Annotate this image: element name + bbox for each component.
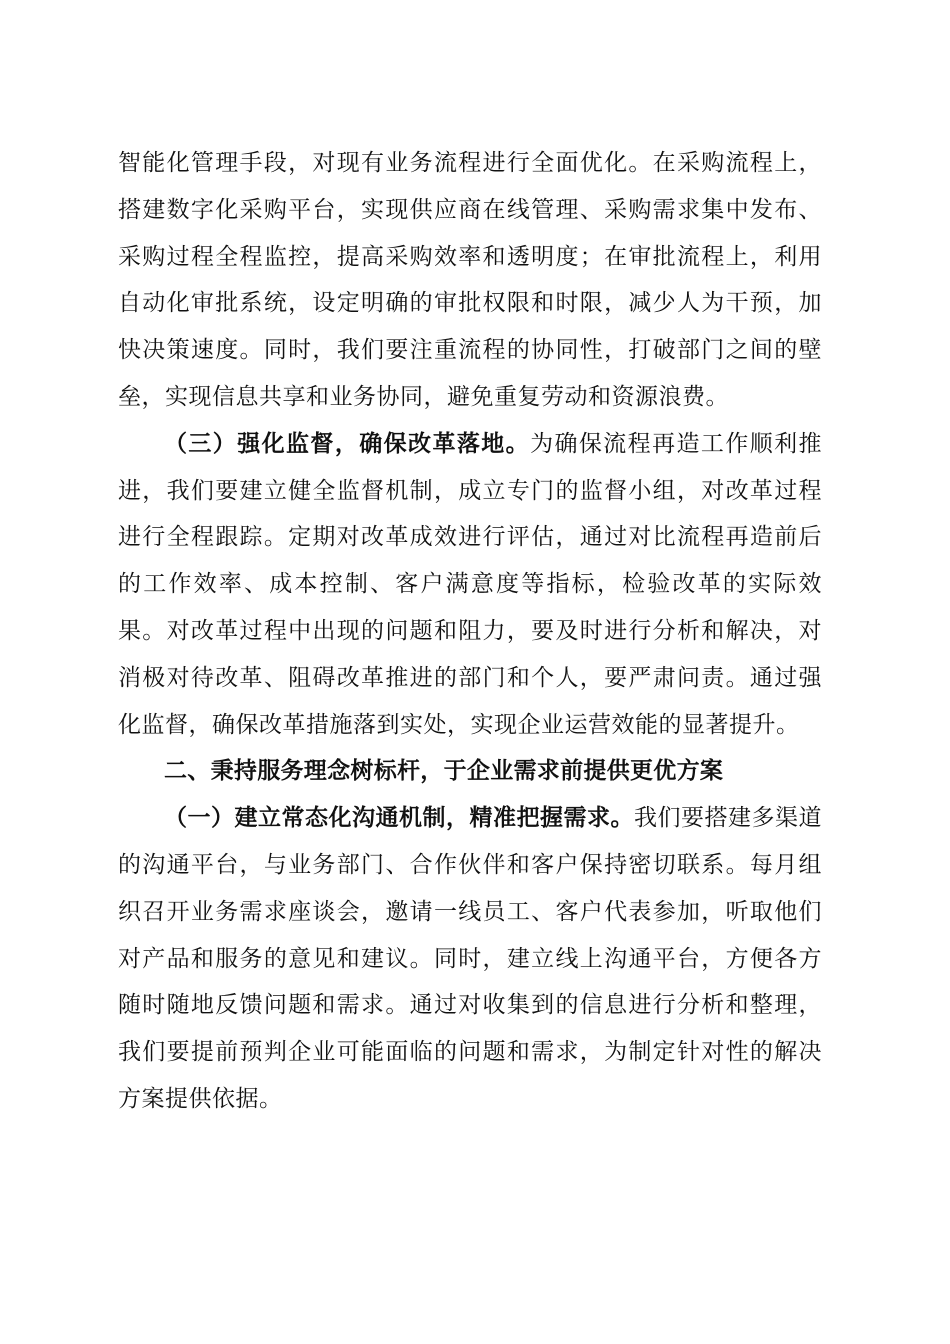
paragraph-lead: （三）强化监督，确保改革落地。 (164, 429, 531, 457)
paragraph-communication-mechanism (118, 795, 822, 1123)
paragraph-continuation (118, 140, 822, 421)
section-heading: 二、秉持服务理念树标杆，于企业需求前提供更优方案 (164, 758, 724, 785)
paragraph-lead: （一）建立常态化沟通机制，精准把握需求。 (164, 804, 634, 832)
document-body (118, 140, 822, 1123)
paragraph-text: 为确保流程再造工作顺利推进，我们要建立健全监督机制，成立专门的监督小组，对改革过程进行全程跟踪。定期对改革成效进行评估，通过对比流程再造前后的工作效率、成本控制、客户满意度等指标，检验改革的实际效果。对改革过程中出现的问题和阻力，要及时进行分析和解决，对消极对待改革、阻碍改革推进的部门和个人，要严肃问责。通过强化监督，确保改革措施落到实处，实现企业运营效能的显著提升。 (118, 430, 823, 738)
paragraph-text: 我们要搭建多渠道的沟通平台，与业务部门、合作伙伴和客户保持密切联系。每月组织召开业务需求座谈会，邀请一线员工、客户代表参加，听取他们对产品和服务的意见和建议。同时，建立线上沟通平台，方便各方随时随地反馈问题和需求。通过对收集到的信息进行分析和整理，我们要提前预判企业可能面临的问题和需求，为制定针对性的解决方案提供依据。 (118, 805, 822, 1112)
paragraph-strengthen-supervision (118, 421, 822, 749)
paragraph-text: 智能化管理手段，对现有业务流程进行全面优化。在采购流程上，搭建数字化采购平台，实现供应商在线管理、采购需求集中发布、采购过程全程监控，提高采购效率和透明度；在审批流程上，利用自动化审批系统，设定明确的审批权限和时限，减少人为干预，加快决策速度。同时，我们要注重流程的协同性，打破部门之间的壁垒，实现信息共享和业务协同，避免重复劳动和资源浪费。 (118, 150, 822, 410)
